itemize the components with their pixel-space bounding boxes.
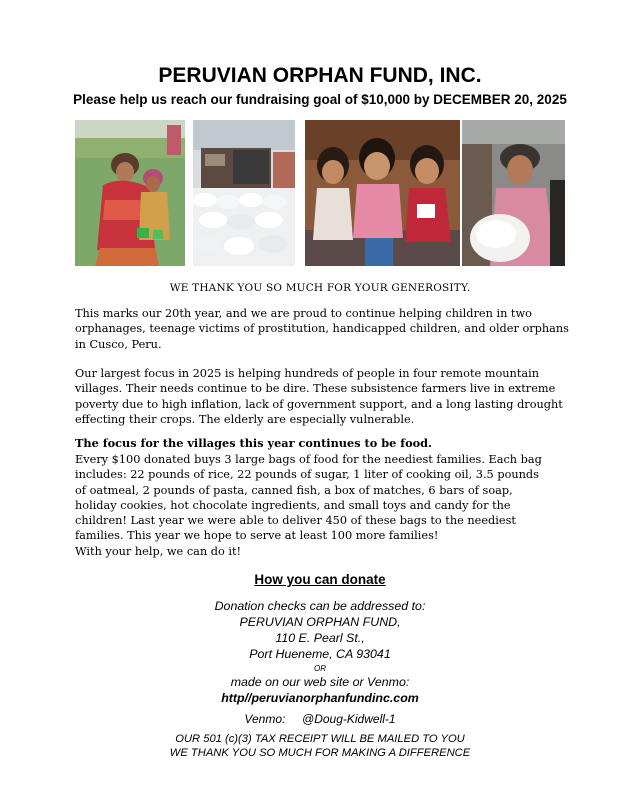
- food-bag-line: holiday cookies, hot chocolate ingredients, and small toys and candy for the: [75, 498, 511, 512]
- address-name: PERUVIAN ORPHAN FUND,: [239, 615, 401, 629]
- food-bag-line: Every $100 donated buys 3 large bags of food for the neediest families. Each bag: [75, 453, 542, 466]
- food-bag-paragraph: [75, 452, 575, 559]
- three-girls-photo: [305, 120, 460, 266]
- food-bag-line: includes: 22 pounds of rice, 22 pounds of sugar, 1 liter of cooking oil, 3.5 pounds: [75, 468, 539, 482]
- food-focus-heading: The focus for the villages this year continues to be food.: [75, 436, 432, 450]
- address-city: Port Hueneme, CA 93041: [249, 647, 391, 661]
- online-line: made on our web site or Venmo:: [230, 675, 410, 689]
- checks-line: Donation checks can be addressed to:: [214, 599, 426, 613]
- village-focus-paragraph: Our largest focus in 2025 is helping hundreds of people in four remote mountain villages. Their needs continue to be dire. These subsistence farmers live in extreme poverty due to high inflation, lack of government support, and a long lasting drought effecting their crops. The elderly are especially vulnerable.: [75, 367, 563, 426]
- tax-receipt-line: OUR 501 (c)(3) TAX RECEIPT WILL BE MAILED TO YOU: [175, 733, 465, 745]
- website-link[interactable]: http//peruvianorphanfundinc.com: [221, 691, 419, 705]
- venmo-label: Venmo:: [244, 712, 286, 726]
- food-bag-line: of oatmeal, 2 pounds of pasta, canned fish, a box of matches, 6 bars of soap,: [75, 483, 513, 497]
- food-bags-truck-photo: [193, 120, 295, 266]
- or-separator: OR: [314, 664, 326, 673]
- fundraising-goal-subtitle: Please help us reach our fundraising goal of $10,000 by DECEMBER 20, 2025: [73, 92, 567, 107]
- address-street: 110 E. Pearl St.,: [275, 631, 365, 645]
- food-bag-line: With your help, we can do it!: [75, 544, 242, 558]
- food-bag-line: families. This year we hope to serve at least 100 more families!: [75, 529, 439, 543]
- page-title: PERUVIAN ORPHAN FUND, INC.: [158, 64, 482, 87]
- food-bag-line: children! Last year we were able to deliver 450 of these bags to the neediest: [75, 514, 516, 528]
- venmo-handle[interactable]: @Doug-Kidwell-1: [302, 712, 396, 726]
- donate-heading: How you can donate: [254, 572, 386, 587]
- closing-thanks-line: WE THANK YOU SO MUCH FOR MAKING A DIFFERENCE: [169, 747, 471, 759]
- anniversary-paragraph: This marks our 20th year, and we are proud to continue helping children in two orphanages, teenage victims of prostitution, handicapped children, and older orphans in Cusco, Peru.: [75, 307, 569, 351]
- thank-you-line: WE THANK YOU SO MUCH FOR YOUR GENEROSITY.: [169, 282, 471, 294]
- venmo-line: [0, 712, 640, 726]
- elderly-woman-with-bag-photo: [462, 120, 565, 266]
- children-on-hillside-photo: [75, 120, 185, 266]
